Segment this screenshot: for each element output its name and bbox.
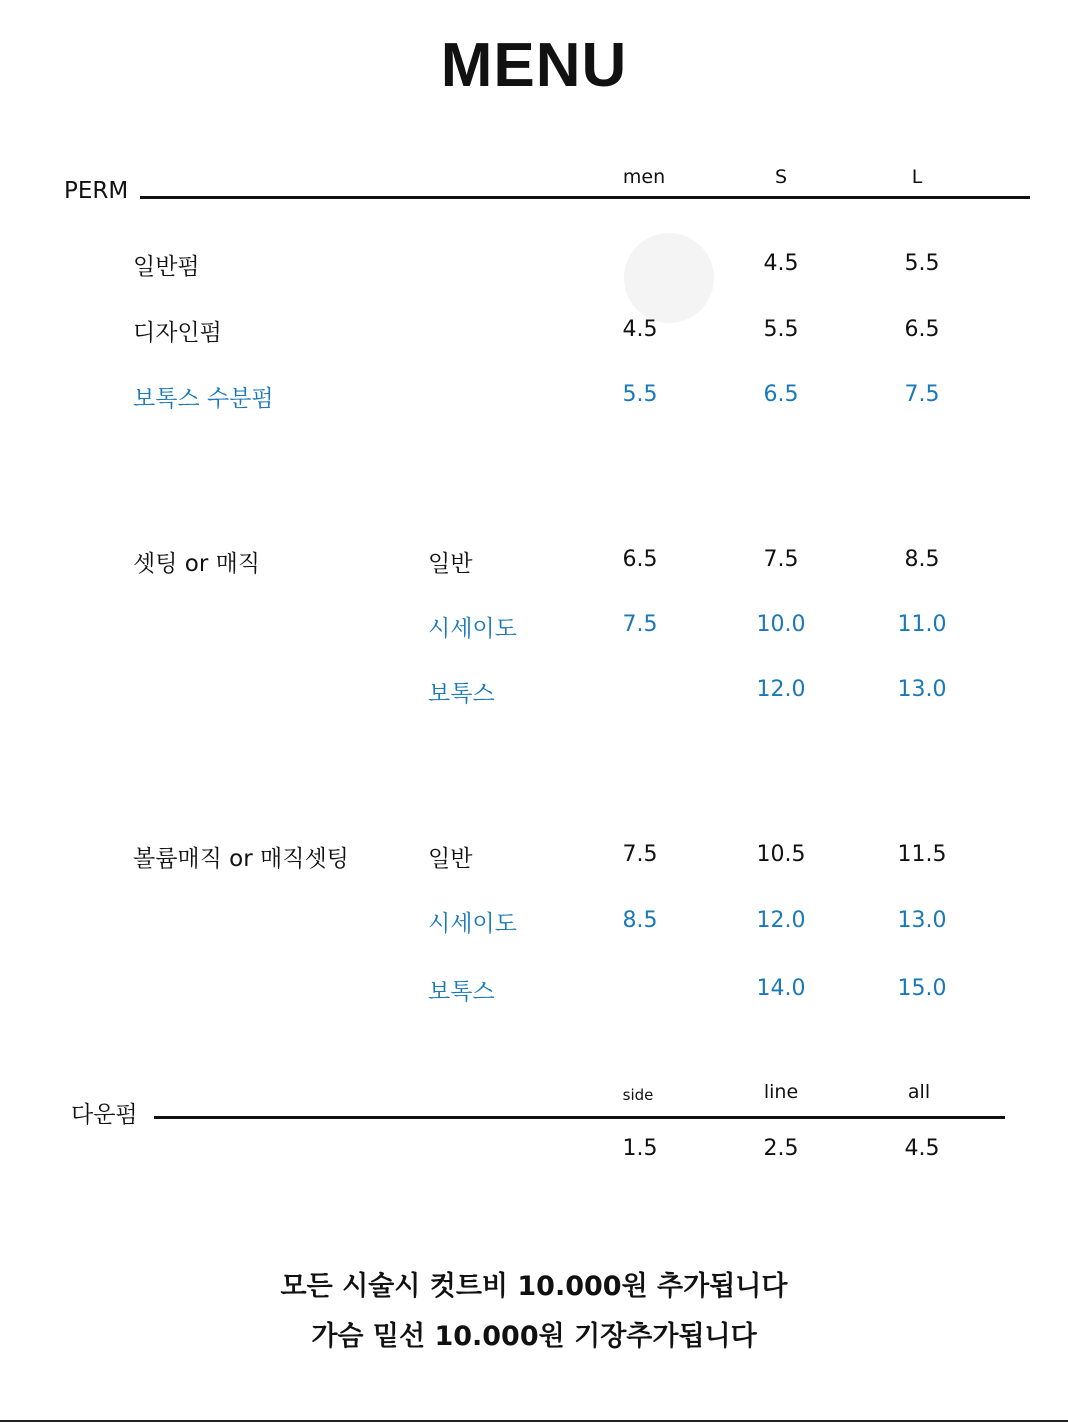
volume-s: 10.5 [756, 842, 806, 867]
setting-l: 11.0 [897, 612, 947, 637]
volume-name: 볼륨매직 or 매직셋팅 [133, 846, 349, 872]
setting-men: 7.5 [622, 612, 658, 637]
smudge-mark [624, 233, 714, 323]
down-line-price: 2.5 [763, 1136, 799, 1161]
down-section-label: 다운펌 [71, 1102, 138, 1128]
notice-length-fee: 가슴 밑선 10.000원 기장추가됩니다 [311, 1321, 757, 1352]
perm-row-men: 5.5 [622, 382, 658, 407]
page-title: MENU [440, 31, 628, 100]
setting-l: 13.0 [897, 677, 947, 702]
setting-name: 셋팅 or 매직 [133, 551, 261, 577]
setting-sub: 일반 [428, 551, 473, 577]
volume-men: 8.5 [622, 908, 658, 933]
volume-sub: 시세이도 [428, 911, 517, 937]
volume-men: 7.5 [622, 842, 658, 867]
perm-row-s: 4.5 [763, 251, 799, 276]
bottom-border [0, 1420, 1068, 1422]
perm-row-name: 일반펌 [133, 254, 200, 280]
setting-l: 8.5 [904, 547, 940, 572]
volume-s: 12.0 [756, 908, 806, 933]
setting-s: 12.0 [756, 677, 806, 702]
perm-row-men: 4.5 [622, 317, 658, 342]
setting-s: 10.0 [756, 612, 806, 637]
notice-cut-fee: 모든 시술시 컷트비 10.000원 추가됩니다 [280, 1271, 788, 1302]
volume-l: 13.0 [897, 908, 947, 933]
setting-men: 6.5 [622, 547, 658, 572]
col-head-side: side [622, 1086, 654, 1104]
volume-s: 14.0 [756, 976, 806, 1001]
perm-row-s: 6.5 [763, 382, 799, 407]
volume-l: 11.5 [897, 842, 947, 867]
down-all-price: 4.5 [904, 1136, 940, 1161]
col-head-men: men [622, 166, 666, 188]
setting-s: 7.5 [763, 547, 799, 572]
volume-sub: 보톡스 [428, 979, 495, 1005]
perm-row-l: 7.5 [904, 382, 940, 407]
perm-row-l: 6.5 [904, 317, 940, 342]
perm-row-name: 디자인펌 [133, 320, 222, 346]
perm-section-label: PERM [64, 178, 129, 204]
col-head-line: line [763, 1081, 799, 1103]
volume-l: 15.0 [897, 976, 947, 1001]
col-head-all: all [907, 1081, 931, 1103]
down-side-price: 1.5 [622, 1136, 658, 1161]
perm-row-name: 보톡스 수분펌 [133, 386, 274, 412]
down-divider [154, 1116, 1005, 1119]
volume-sub: 일반 [428, 846, 473, 872]
col-head-l: L [911, 166, 923, 188]
perm-row-l: 5.5 [904, 251, 940, 276]
col-head-s: S [774, 166, 788, 188]
setting-sub: 시세이도 [428, 616, 517, 642]
perm-row-s: 5.5 [763, 317, 799, 342]
setting-sub: 보톡스 [428, 681, 495, 707]
perm-divider [140, 196, 1030, 199]
